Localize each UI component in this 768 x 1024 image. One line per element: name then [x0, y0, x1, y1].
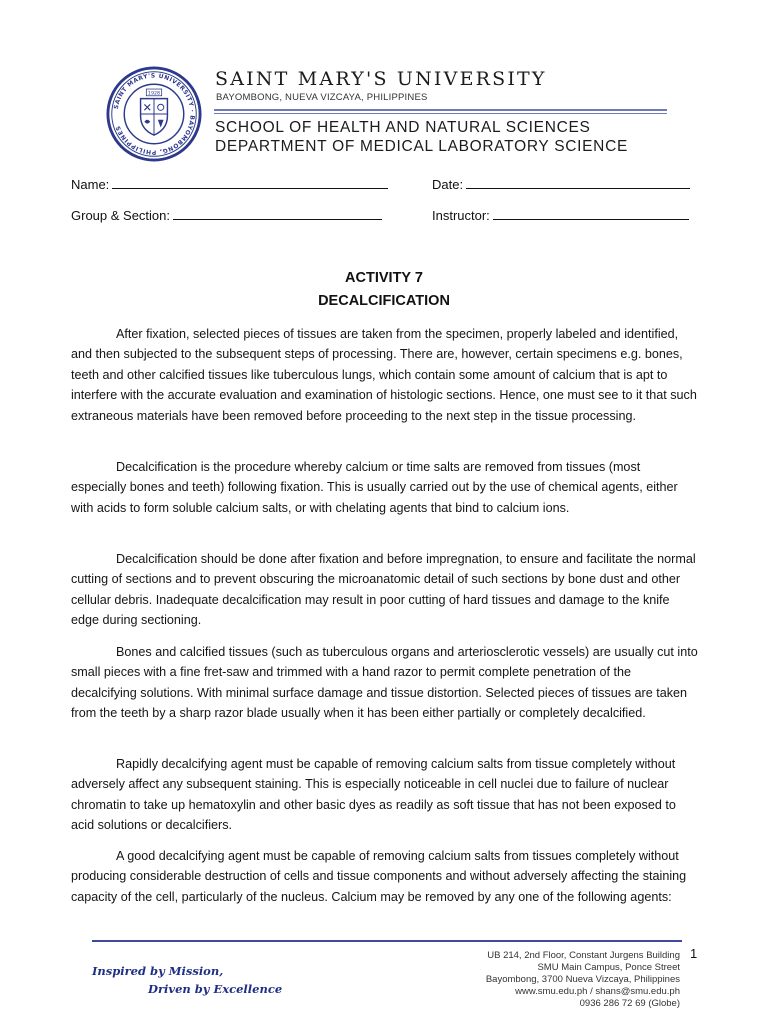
paragraph: Bones and calcified tissues (such as tuberculous organs and arteriosclerotic vessels) are usually cut into small pieces with a fine fret-saw and trimmed with a hand razor to permit complete penetration of the decalcifying solutions. With minimal surface damage and tissue distortion. Selected pieces of tissues are taken from the teeth by a sharp razor blade usually when it has been either partially or completely decalcified.	[71, 645, 698, 721]
date-blank[interactable]	[466, 176, 690, 189]
motto-line-2: Driven by Excellence	[148, 982, 283, 996]
date-label: Date:	[432, 177, 464, 192]
contact-line[interactable]: www.smu.edu.ph / shans@smu.edu.ph	[515, 986, 680, 997]
seal-ring-text: SAINT MARY'S UNIVERSITY · BAYOMBONG, PHILIPPINES	[112, 72, 196, 156]
instructor-label: Instructor:	[432, 208, 490, 223]
school-department-block	[215, 118, 628, 156]
date-field[interactable]	[432, 176, 690, 193]
paragraph: Decalcification should be done after fixation and before impregnation, to ensure and facilitate the normal cutting of sections and to prevent obscuring the microanatomic detail of such sections by bone dust and other cellular debris. Inadequate decalcification may result in poor cutting of hard tissues and damage to the knife edge during sectioning.	[71, 552, 696, 628]
university-name: SAINT MARY'S UNIVERSITY	[215, 68, 547, 90]
activity-number: ACTIVITY 7	[345, 270, 423, 286]
paragraph: Decalcification is the procedure whereby calcium or time salts are removed from tissues (most especially bones and teeth) following fixation. This is usually carried out by the use of chemical agents, either with acids to form soluble calcium salts, or with chelating agents that bind to calcium ions.	[71, 460, 678, 515]
school-name: SCHOOL OF HEALTH AND NATURAL SCIENCES	[215, 119, 591, 136]
contact-line: UB 214, 2nd Floor, Constant Jurgens Building	[487, 950, 680, 961]
university-address: BAYOMBONG, NUEVA VIZCAYA, PHILIPPINES	[216, 92, 428, 103]
name-label: Name:	[71, 177, 110, 192]
header-divider	[214, 109, 667, 111]
university-seal-logo	[106, 66, 202, 162]
motto-line-1: Inspired by Mission,	[92, 964, 224, 978]
activity-title: DECALCIFICATION	[318, 293, 450, 309]
name-field[interactable]	[71, 176, 388, 193]
paragraph: Rapidly decalcifying agent must be capable of removing calcium salts from tissue completely without adversely affect any subsequent staining. This is especially noticeable in cell nuclei due to failure of nuclear chromatin to take up hematoxylin and other basic dyes as readily as soft tissue that has not been exposed to acid solutions or decalcifiers.	[71, 757, 676, 833]
instructor-blank[interactable]	[493, 207, 689, 220]
paragraph: A good decalcifying agent must be capable of removing calcium salts from tissues completely without producing considerable destruction of cells and tissue components and without adversely affecting the staining capacity of the cell, particularly of the nucleus. Calcium may be removed by any one of the following agents:	[71, 849, 687, 904]
contact-block	[400, 950, 680, 1010]
contact-line: Bayombong, 3700 Nueva Vizcaya, Philippines	[485, 974, 680, 985]
header-divider-thin	[214, 113, 667, 114]
group-section-blank[interactable]	[173, 207, 382, 220]
group-section-label: Group & Section:	[71, 208, 170, 223]
seal-year: 1928	[147, 91, 161, 97]
footer-divider	[92, 940, 682, 942]
page-number: 1	[690, 946, 698, 961]
paragraph: After fixation, selected pieces of tissues are taken from the specimen, properly labeled and identified, and then subjected to the subsequent steps of processing. There are, however, certain specimens e.g. bones, teeth and other calcified tissues like tuberculous lungs, which contain some amount of calcium that is apt to interfere with the accurate evaluation and examination of histologic sections. Hence, one must see to it that such extraneous materials have been removed before proceeding to the next step in the tissue processing.	[71, 327, 697, 423]
department-name: DEPARTMENT OF MEDICAL LABORATORY SCIENCE	[215, 138, 629, 155]
group-section-field[interactable]	[71, 207, 382, 224]
name-blank[interactable]	[112, 176, 388, 189]
contact-line: SMU Main Campus, Ponce Street	[537, 962, 680, 973]
instructor-field[interactable]	[432, 207, 689, 224]
contact-line: 0936 286 72 69 (Globe)	[579, 998, 680, 1009]
